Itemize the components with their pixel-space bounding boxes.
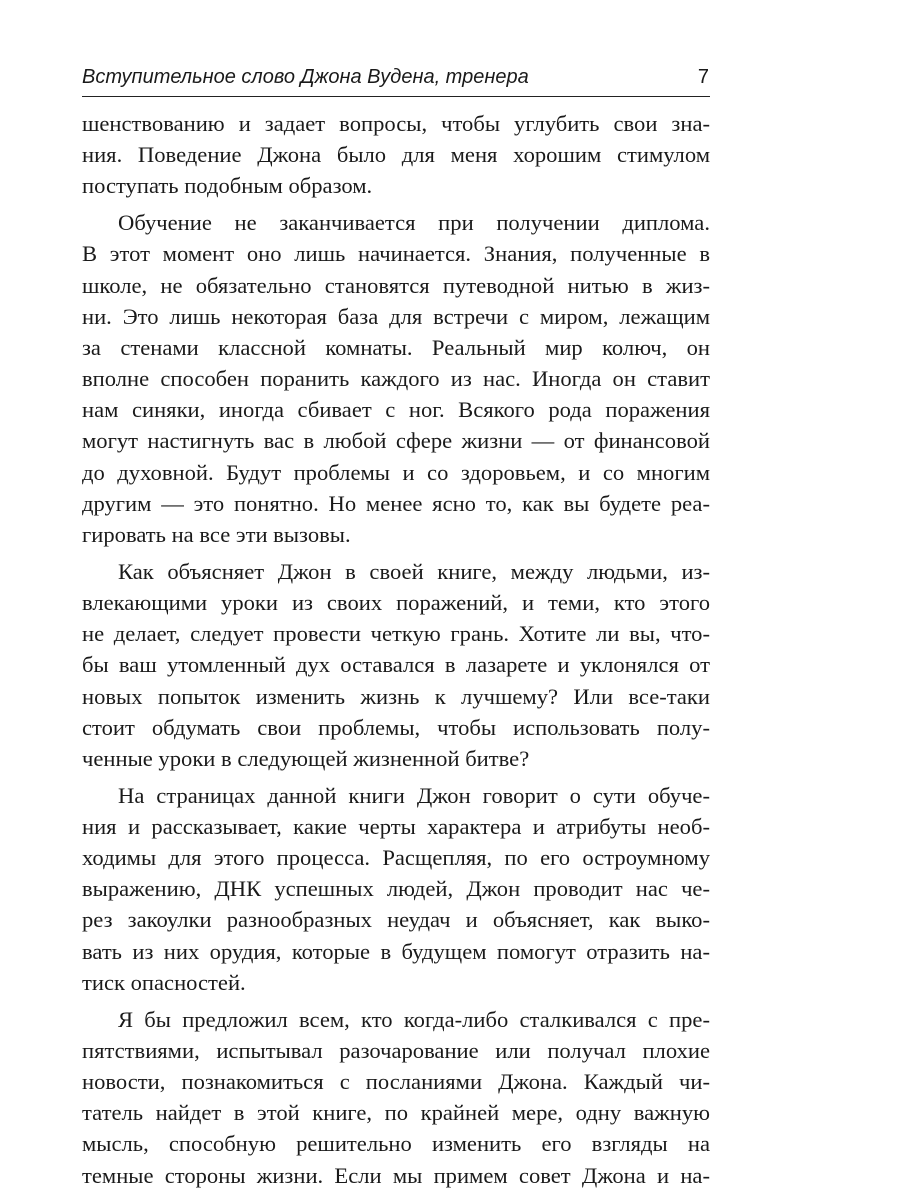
text-line: выражению, ДНК успешных людей, Джон проводит нас че- [82,876,710,902]
text-line: На страницах данной книги Джон говорит о сути обуче- [118,782,710,808]
text-line: новых попыток изменить жизнь к лучшему? Или все-таки [82,683,710,709]
text-line: поступать подобным образом. [82,173,373,199]
text-line: тиск опасностей. [82,969,246,995]
text-line: до духовной. Будут проблемы и со здоровьем, и со многим [82,459,710,485]
text-line: стоит обдумать свои проблемы, чтобы использовать полу- [82,714,710,740]
paragraph-2 [82,207,710,550]
text-line: не делает, следует провести четкую грань. Хотите ли вы, что- [82,621,710,647]
text-line: ния и рассказывает, какие черты характера и атрибуты необ- [82,813,710,839]
text-line: новости, познакомиться с посланиями Джона. Каждый чи- [82,1069,710,1094]
text-line: мысль, способную решительно изменить его взгляды на [82,1131,710,1157]
running-header [82,62,710,97]
paragraph-5 [82,1004,710,1191]
text-line: вать из них орудия, которые в будущем помогут отразить на- [82,938,710,964]
text-line: гировать на все эти вызовы. [82,522,351,548]
text-line: Как объясняет Джон в своей книге, между людьми, из- [118,558,710,584]
text-line: ходимы для этого процесса. Расщепляя, по его остроумному [82,845,710,871]
text-line: могут настигнуть вас в любой сфере жизни — от финансовой [82,428,710,454]
running-title: Вступительное слово Джона Вудена, тренера [82,66,529,88]
paragraph-1 [82,108,710,202]
text-line: пятствиями, испытывал разочарование или получал плохие [82,1037,710,1063]
text-line: бы ваш утомленный дух оставался в лазарете и уклонялся от [82,652,710,678]
text-line: Обучение не заканчивается при получении диплома. [118,210,710,236]
text-line: шенствованию и задает вопросы, чтобы углубить свои зна- [82,111,710,136]
text-line: темные стороны жизни. Если мы примем совет Джона и на- [82,1162,710,1188]
text-line: татель найдет в этой книге, по крайней мере, одну важную [82,1100,710,1126]
text-line: рез закоулки разнообразных неудач и объясняет, как выко- [82,907,710,933]
paragraph-3 [82,556,710,774]
text-line: ченные уроки в следующей жизненной битве? [82,745,530,771]
text-line: ни. Это лишь некоторая база для встречи с миром, лежащим [82,303,710,329]
text-line: школе, не обязательно становятся путеводной нитью в жиз- [82,272,710,298]
paragraph-4 [82,780,710,998]
text-line: Я бы предложил всем, кто когда-либо сталкивался с пре- [118,1006,710,1032]
body-text [82,108,710,1196]
page-number: 7 [697,66,709,88]
text-line: вполне способен поранить каждого из нас. Иногда он ставит [82,366,710,392]
text-line: В этот момент оно лишь начинается. Знания, полученные в [82,241,710,267]
text-line: другим — это понятно. Но менее ясно то, как вы будете реа- [82,490,710,516]
text-line: за стенами классной комнаты. Реальный мир колюч, он [82,334,710,360]
text-line: ния. Поведение Джона было для меня хорошим стимулом [82,142,710,168]
text-line: нам синяки, иногда сбивает с ног. Всякого рода поражения [82,397,710,423]
text-line: влекающими уроки из своих поражений, и теми, кто этого [82,590,710,615]
